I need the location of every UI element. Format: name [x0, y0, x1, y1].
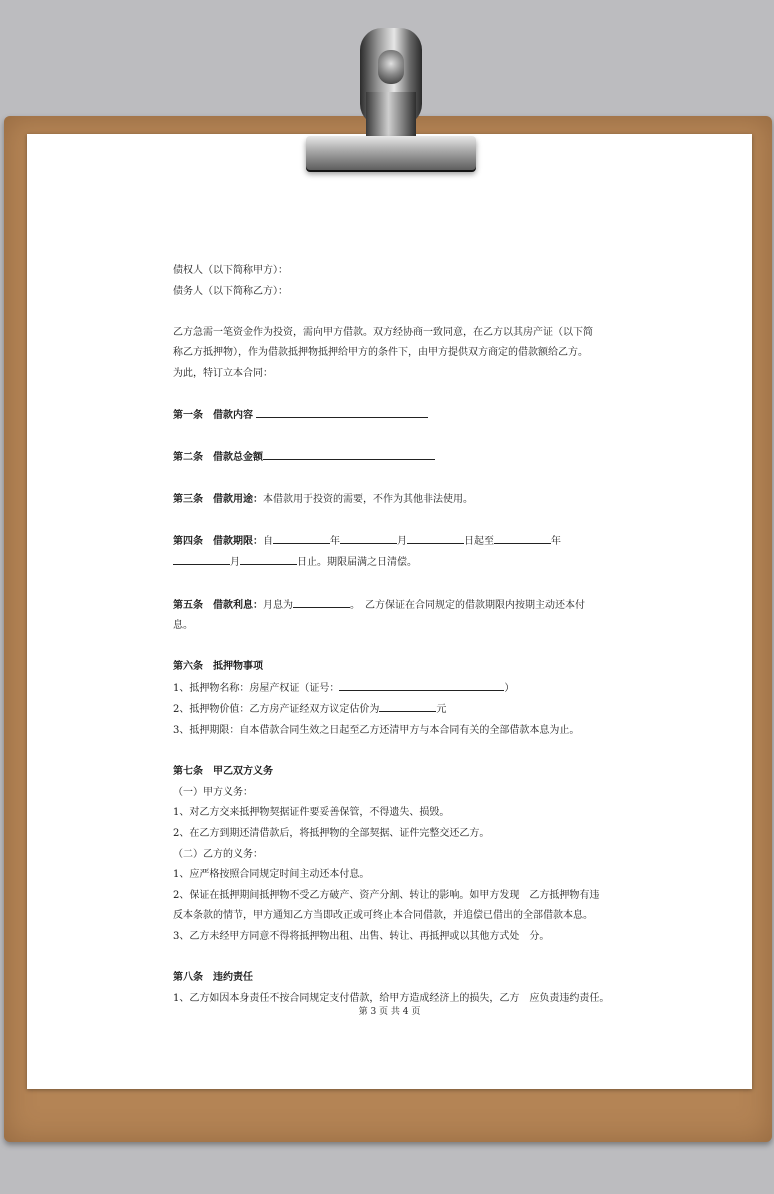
text: 2、抵押物价值：乙方房产证经双方议定估价为: [173, 704, 380, 716]
article-6-item-2: [173, 699, 613, 721]
article-8-c1: 1、乙方如因本身责任不按合同规定支付借款，给甲方造成经济上的损失，乙方 应负责违约责任。: [173, 992, 610, 1004]
article-4-title: 第四条 借款期限：: [173, 535, 263, 547]
article-4: [173, 531, 613, 553]
text: 日起至: [464, 535, 494, 547]
article-5: [173, 595, 613, 617]
article-5-title: 第五条 借款利息：: [173, 599, 263, 611]
debtor-line: 债务人（以下简称乙方）：: [173, 285, 288, 297]
intro-line: 为此，特订立本合同：: [173, 367, 273, 379]
blank-line: [494, 531, 551, 544]
text: 年: [551, 535, 561, 547]
blank-line: [293, 595, 350, 608]
article-6-item-1: [173, 678, 613, 700]
article-7-sub-2: （二）乙方的义务：: [173, 848, 263, 860]
article-3-title: 第三条 借款用途：: [173, 493, 263, 505]
clip-neck: [366, 92, 416, 138]
article-8-title: 第八条 违约责任: [173, 972, 253, 984]
article-7-b3: 3、乙方未经甲方同意不得将抵押物出租、出售、转让、再抵押或以其他方式处 分。: [173, 931, 550, 942]
article-6-item-3: 3、抵押期限：自本借款合同生效之日起至乙方还清甲方与本合同有关的全部借款本息为止。: [173, 725, 580, 737]
text: 年: [330, 535, 340, 547]
blank-line: [339, 678, 504, 691]
intro-line: 乙方急需一笔资金作为投资，需向甲方借款。双方经协商一致同意，在乙方以其房产证（以下简: [173, 326, 593, 338]
blank-line: [240, 552, 297, 565]
clip-hole: [378, 50, 404, 84]
contract-body: [173, 261, 613, 1009]
blank-line: [407, 531, 464, 544]
text: 月息为: [263, 599, 293, 611]
text: 月: [397, 535, 407, 547]
text: 元: [436, 704, 447, 716]
article-1-title: 第一条 借款内容: [173, 410, 253, 422]
article-1: [173, 405, 613, 427]
article-7-sub-1: （一）甲方义务：: [173, 786, 253, 798]
creditor-line: 债权人（以下简称甲方）：: [173, 265, 288, 276]
article-7-a1: 1、对乙方交来抵押物契据证件要妥善保管，不得遗失、损毁。: [173, 807, 450, 819]
article-3-text: 本借款用于投资的需要，不作为其他非法使用。: [263, 493, 473, 505]
clip-base: [306, 136, 476, 170]
article-2: [173, 447, 613, 469]
blank-line: [173, 552, 230, 565]
blank-line: [340, 531, 397, 544]
intro-line: 称乙方抵押物），作为借款抵押物抵押给甲方的条件下，由甲方提供双方商定的借款额给乙方。: [173, 347, 588, 359]
text: 。 乙方保证在合同规定的借款期限内按期主动还本付: [350, 599, 585, 611]
text: 月: [230, 557, 240, 569]
text: 1、抵押物名称：房屋产权证（证号：: [173, 682, 340, 694]
article-7-b2: 2、保证在抵押期间抵押物不受乙方破产、资产分割、转让的影响。如甲方发现 乙方抵押物有违: [173, 889, 600, 901]
text: ）: [504, 682, 515, 694]
blank-line: [263, 447, 435, 460]
text: 自: [263, 535, 273, 547]
article-4-cont: [173, 552, 613, 574]
article-2-title: 第二条 借款总金额: [173, 452, 263, 464]
article-7-a2: 2、在乙方到期还清借款后，将抵押物的全部契据、证件完整交还乙方。: [173, 828, 490, 840]
article-7-b1: 1、应严格按照合同规定时间主动还本付息。: [173, 869, 370, 881]
article-7-b2-cont: 反本条款的情节，甲方通知乙方当即改正或可终止本合同借款，并追偿已借出的全部借款本息。: [173, 910, 593, 922]
text: 日止。期限届满之日清偿。: [297, 557, 417, 569]
article-5-cont: 息。: [173, 620, 193, 632]
blank-line: [379, 699, 436, 712]
article-3: [173, 490, 613, 511]
article-7-title: 第七条 甲乙双方义务: [173, 766, 273, 778]
blank-line: [273, 531, 330, 544]
page-number: 第 3 页 共 4 页: [358, 1007, 421, 1017]
blank-line: [256, 405, 428, 418]
article-6-title: 第六条 抵押物事项: [173, 661, 263, 673]
